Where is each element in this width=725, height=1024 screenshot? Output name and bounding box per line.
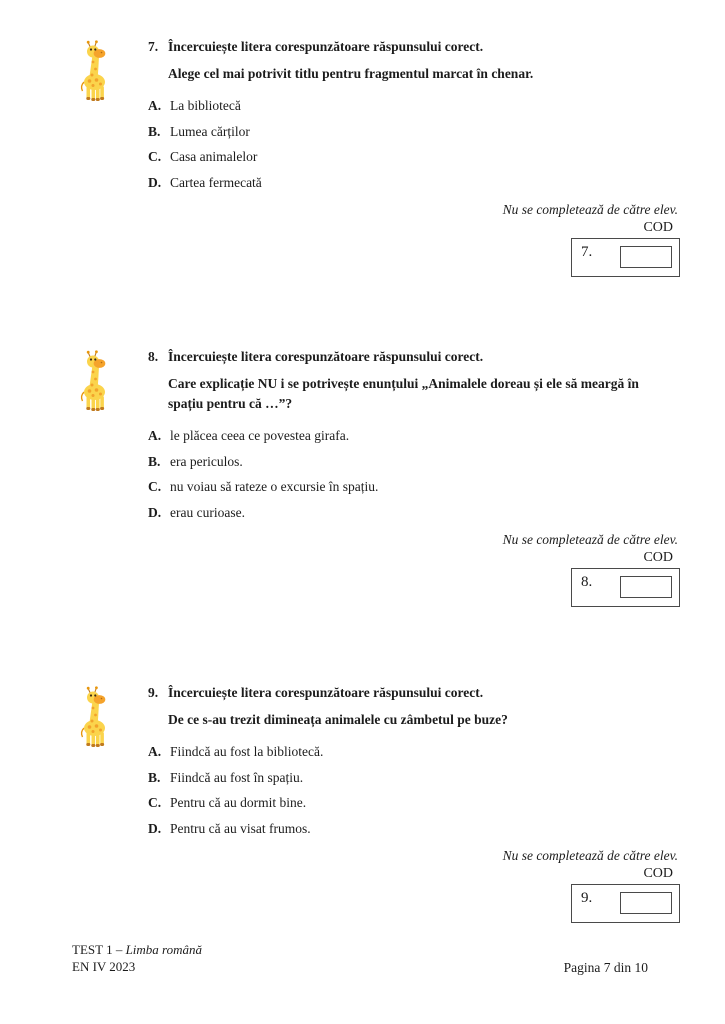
option-letter: A. (148, 98, 162, 113)
cod-box-number: 9. (581, 889, 593, 906)
option-letter: C. (148, 479, 162, 494)
answer-option-b (72, 453, 680, 470)
footer-test-label: TEST 1 – (72, 942, 123, 957)
answer-option-a (72, 427, 680, 444)
footer-test-info (72, 941, 202, 975)
giraffe-icon (78, 40, 110, 104)
question-heading (72, 348, 680, 366)
option-text: Pentru că au visat frumos. (170, 820, 311, 836)
question-block-7 (72, 38, 680, 277)
question-number: 8. (148, 349, 159, 364)
page-indicator: Pagina 7 din 10 (563, 960, 648, 975)
question-number: 7. (148, 39, 159, 54)
cod-box-number: 8. (581, 573, 593, 590)
option-text: Pentru că au dormit bine. (170, 795, 307, 810)
answer-option-d (72, 174, 680, 191)
option-text: Casa animalelor (170, 149, 258, 164)
footer-test-title (72, 941, 202, 958)
option-text: La bibliotecă (170, 98, 241, 113)
footer-subject: Limba română (125, 942, 203, 957)
option-text: Fiindcă au fost în spațiu. (170, 769, 304, 785)
option-letter: D. (148, 820, 162, 836)
option-letter: D. (148, 504, 162, 520)
option-letter: D. (148, 174, 162, 190)
examiner-note: Nu se completează de către elev. (502, 847, 678, 863)
answer-option-c (72, 478, 680, 495)
option-text: Fiindcă au fost la bibliotecă. (170, 744, 324, 759)
option-text: nu voiau să rateze o excursie în spațiu. (170, 479, 379, 494)
question-heading (72, 38, 680, 56)
question-heading (72, 684, 680, 702)
option-letter: B. (148, 453, 161, 469)
answer-option-a (72, 743, 680, 760)
question-prompt: De ce s-au trezit dimineața animalele cu zâmbetul pe buze? (168, 712, 508, 727)
question-instruction: Încercuiește litera corespunzătoare răspunsului corect. (168, 39, 484, 54)
option-text: erau curioase. (170, 504, 245, 520)
cod-label: COD (643, 549, 673, 565)
option-letter: C. (148, 149, 162, 164)
option-text: Cartea fermecată (170, 174, 262, 190)
option-letter: A. (148, 744, 162, 759)
answer-option-b (72, 123, 680, 140)
cod-box (571, 884, 680, 923)
footer-edition: EN IV 2023 (72, 959, 136, 974)
question-block-9 (72, 684, 680, 923)
option-letter: B. (148, 769, 161, 785)
answer-option-b (72, 769, 680, 786)
giraffe-icon (78, 686, 110, 750)
option-letter: B. (148, 123, 161, 139)
option-letter: C. (148, 795, 162, 810)
cod-box (571, 238, 680, 277)
answer-option-d (72, 504, 680, 521)
answer-option-d (72, 820, 680, 837)
question-instruction: Încercuiește litera corespunzătoare răspunsului corect. (168, 349, 484, 364)
question-prompt: Care explicație NU i se potrivește enunțului „Animalele doreau și ele să meargă în spațiu pentru că …”? (168, 376, 639, 411)
option-text: le plăcea ceea ce povestea girafa. (170, 428, 350, 443)
cod-box (571, 568, 680, 607)
question-block-8 (72, 348, 680, 607)
cod-entry-field (620, 246, 672, 268)
question-number: 9. (148, 685, 159, 700)
answer-option-c (72, 794, 680, 811)
cod-label: COD (643, 865, 673, 881)
option-letter: A. (148, 428, 162, 443)
answer-option-a (72, 97, 680, 114)
giraffe-icon (78, 350, 110, 414)
cod-box-number: 7. (581, 243, 593, 260)
cod-entry-field (620, 892, 672, 914)
answer-option-c (72, 148, 680, 165)
question-instruction: Încercuiește litera corespunzătoare răspunsului corect. (168, 685, 484, 700)
option-text: era periculos. (170, 453, 243, 469)
examiner-note: Nu se completează de către elev. (502, 201, 678, 217)
option-text: Lumea cărților (170, 123, 250, 139)
cod-label: COD (643, 219, 673, 235)
question-prompt: Alege cel mai potrivit titlu pentru fragmentul marcat în chenar. (168, 66, 534, 81)
cod-entry-field (620, 576, 672, 598)
examiner-note: Nu se completează de către elev. (502, 531, 678, 547)
